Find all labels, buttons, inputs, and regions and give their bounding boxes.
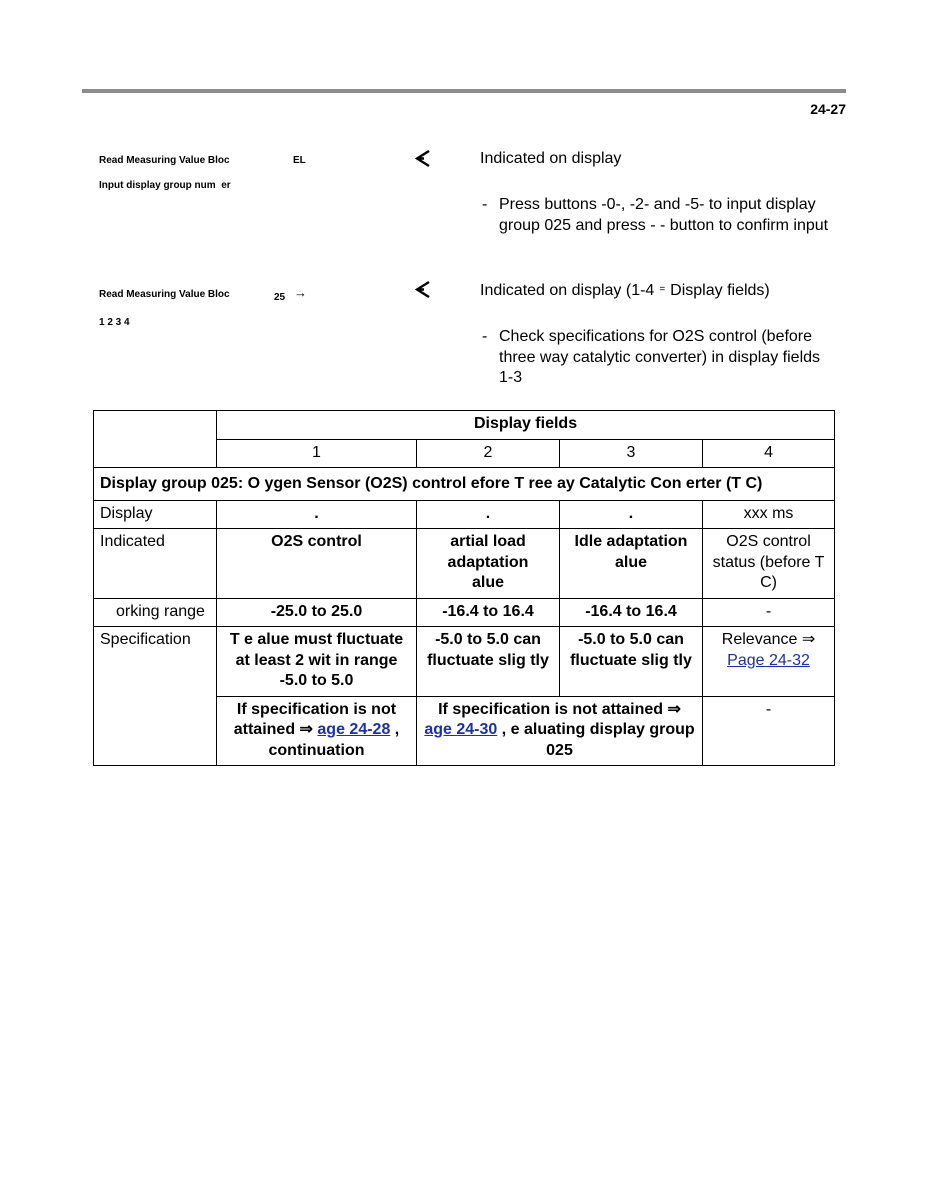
header-rule (82, 89, 846, 93)
display-cell-2: . (417, 500, 560, 529)
table-row (94, 468, 835, 501)
not-attained-suffix: , continuation (268, 721, 400, 759)
indicated-cell-2: artial load adaptation alue (417, 529, 560, 599)
indicated-on-display-2 (480, 282, 770, 300)
page-link[interactable]: Page 24-32 (727, 651, 810, 669)
instruction-1 (482, 195, 832, 236)
table-row (94, 500, 835, 529)
instruction-2-text: Check specifications for O2S control (before three way catalytic converter) in display fields 1-3 (499, 328, 821, 386)
not-attained-cell-1 (217, 696, 417, 766)
left-arrowhead-icon (415, 281, 431, 302)
indicated-cell-3: Idle adaptation alue (560, 529, 703, 599)
table-row (94, 598, 835, 627)
lcd-line-1-suffix: EL (293, 155, 306, 166)
not-attained-cell-2-3 (417, 696, 703, 766)
display-fields-header: Display fields (217, 411, 835, 440)
working-cell-2: -16.4 to 16.4 (417, 598, 560, 627)
row-label-indicated: Indicated (94, 529, 217, 599)
indicated-prefix: Indicated on display (1-4 (480, 282, 655, 299)
lcd-line-1 (99, 285, 307, 303)
right-arrow-icon: → (294, 285, 307, 300)
display-cell-1: . (217, 500, 417, 529)
specification-cell-4 (703, 627, 835, 697)
column-header-2: 2 (417, 439, 560, 468)
working-cell-4: - (703, 598, 835, 627)
group-title: Display group 025: O ygen Sensor (O2S) control efore T ree ay Catalytic Con erter (T C) (94, 468, 835, 501)
table-row (94, 411, 835, 440)
lcd-line-1-suffix: 25 (274, 292, 286, 303)
not-attained-text: If specification is not attained ⇒ (233, 700, 397, 738)
not-attained-text: If specification is not attained ⇒ (438, 700, 681, 718)
lcd-line-1-text: Read Measuring Value Bloc (99, 289, 230, 300)
instruction-2 (482, 327, 832, 389)
lcd-line-1 (99, 155, 306, 166)
indicated-cell-1: O2S control (217, 529, 417, 599)
lcd-line-1-text: Read Measuring Value Bloc (99, 155, 230, 166)
table-corner-cell (94, 411, 217, 468)
table-row (94, 529, 835, 599)
instruction-1-text: Press buttons -0-, -2- and -5- to input display group 025 and press - - button to confirm input (499, 196, 829, 234)
column-header-4: 4 (703, 439, 835, 468)
working-cell-3: -16.4 to 16.4 (560, 598, 703, 627)
specification-cell-2: -5.0 to 5.0 can fluctuate slig tly (417, 627, 560, 697)
indicated-on-display-1: Indicated on display (480, 150, 622, 167)
not-attained-cell-4: - (703, 696, 835, 766)
relevance-label: Relevance ⇒ (721, 631, 816, 648)
page-link[interactable]: age 24-30 (424, 721, 498, 738)
indicated-cell-4: O2S control status (before T C) (703, 529, 835, 599)
dash-bullet: - (482, 328, 488, 345)
left-arrowhead-icon (415, 150, 431, 171)
page-link[interactable]: age 24-28 (317, 721, 391, 738)
specification-cell-3: -5.0 to 5.0 can fluctuate slig tly (560, 627, 703, 697)
column-header-1: 1 (217, 439, 417, 468)
column-header-3: 3 (560, 439, 703, 468)
row-label-display: Display (94, 500, 217, 529)
row-label-specification: Specification (94, 627, 217, 766)
page-number: 24-27 (810, 101, 846, 117)
working-cell-1: -25.0 to 25.0 (217, 598, 417, 627)
display-cell-3: . (560, 500, 703, 529)
lcd-line-2: 1 2 3 4 (99, 317, 130, 328)
display-fields-table (93, 410, 835, 766)
dash-bullet: - (482, 196, 488, 213)
table-row (94, 627, 835, 697)
specification-cell-1: T e alue must fluctuate at least 2 wit in range -5.0 to 5.0 (217, 627, 417, 697)
not-attained-suffix: , e aluating display group 025 (501, 721, 695, 759)
display-cell-4: xxx ms (703, 500, 835, 529)
lcd-line-2: Input display group num er (99, 180, 231, 191)
equals-sign: = (659, 284, 666, 295)
row-label-working-range: orking range (94, 598, 217, 627)
indicated-suffix: Display fields) (670, 282, 770, 299)
